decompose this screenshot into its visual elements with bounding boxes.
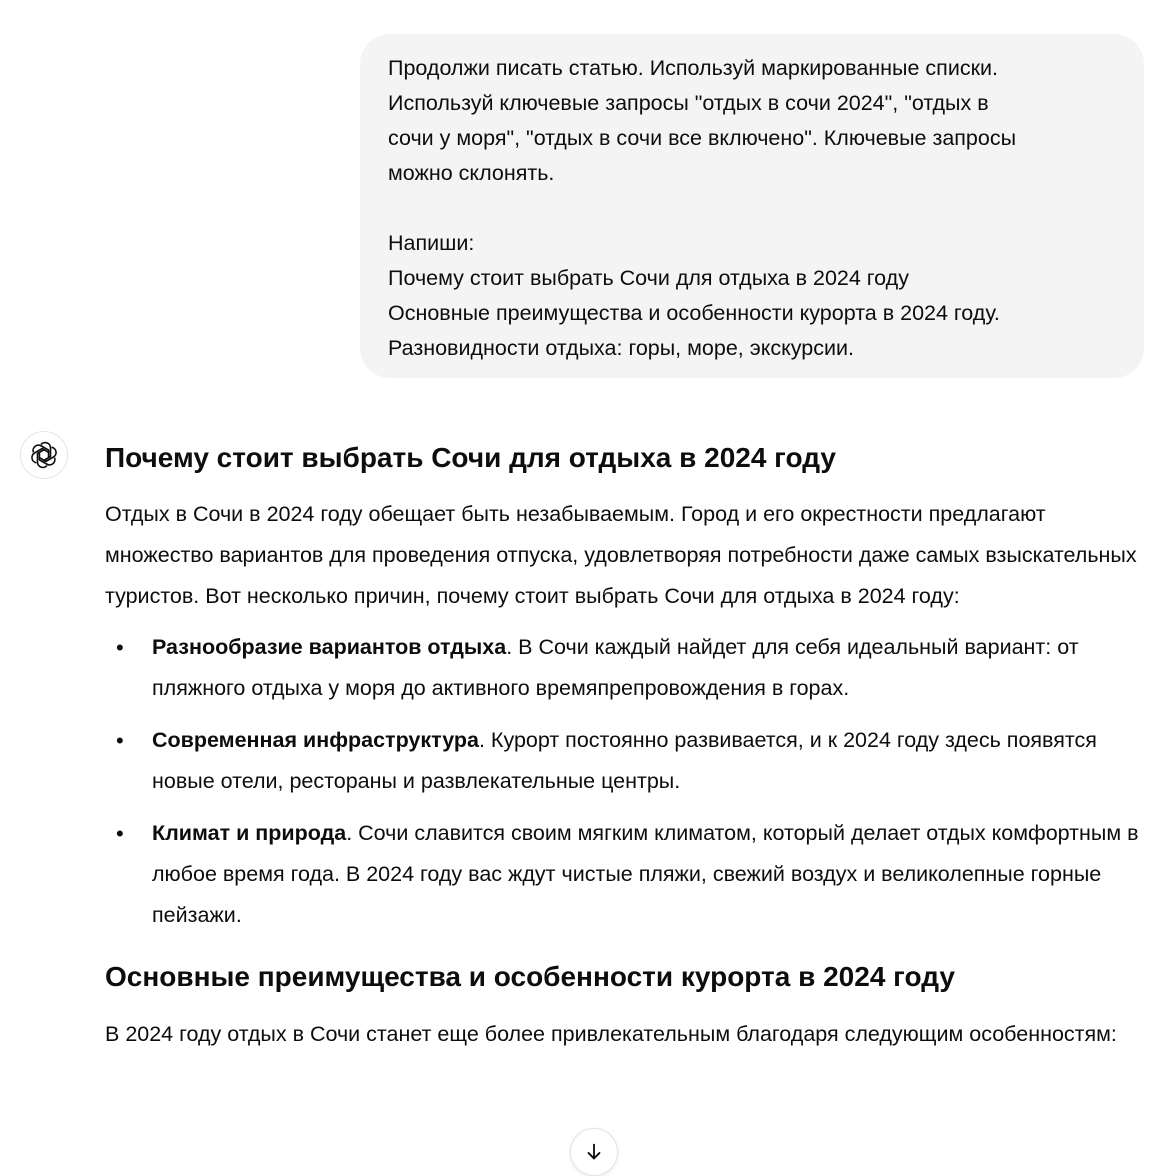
openai-logo-icon — [29, 440, 59, 470]
bullet-dot: • — [116, 728, 124, 753]
bullet-dot: • — [116, 821, 124, 846]
list-item — [105, 720, 1155, 802]
list-item-text: . В Сочи каждый найдет для себя идеальный вариант: от пляжного отдыха у моря до активного времяпрепровождения в горах. — [152, 635, 1079, 700]
list-item — [105, 813, 1155, 936]
list-item-title: Современная инфраструктура — [152, 728, 479, 752]
user-message-bubble: Продолжи писать статью. Используй маркированные списки. Используй ключевые запросы "отдых в сочи 2024", "отдых в сочи у моря", "отдых в сочи все включено". Ключевые запросы можно склонять. Напиши: Почему стоит выбрать Сочи для отдыха в 2024 году Основные преимущества и особенности курорта в 2024 году. Разновидности отдыха: горы, море, экскурсии. — [360, 34, 1144, 378]
list-item — [105, 627, 1155, 709]
scroll-to-bottom-button[interactable] — [570, 1128, 618, 1176]
bullet-list-reasons — [105, 627, 1155, 936]
section-intro-why-sochi: Отдых в Сочи в 2024 году обещает быть незабываемым. Город и его окрестности предлагают множество вариантов для проведения отпуска, удовлетворяя потребности даже самых взыскательных туристов. Вот несколько причин, почему стоит выбрать Сочи для отдыха в 2024 году: — [105, 502, 1137, 608]
assistant-message — [105, 438, 1155, 1055]
list-item-text: . Курорт постоянно развивается, и к 2024 году здесь появятся новые отели, рестораны и развлекательные центры. — [152, 728, 1097, 793]
section-heading-why-sochi: Почему стоит выбрать Сочи для отдыха в 2024 году — [105, 442, 836, 473]
bullet-dot: • — [116, 635, 124, 660]
section-intro-advantages: В 2024 году отдых в Сочи станет еще более привлекательным благодаря следующим особенностям: — [105, 1022, 1117, 1046]
list-item-text: . Сочи славится своим мягким климатом, который делает отдых комфортным в любое время года. В 2024 году вас ждут чистые пляжи, свежий воздух и великолепные горные пейзажи. — [152, 821, 1139, 927]
assistant-avatar — [20, 431, 68, 479]
list-item-title: Климат и природа — [152, 821, 347, 845]
list-item-title: Разнообразие вариантов отдыха — [152, 635, 507, 659]
section-heading-advantages: Основные преимущества и особенности курорта в 2024 году — [105, 961, 955, 992]
